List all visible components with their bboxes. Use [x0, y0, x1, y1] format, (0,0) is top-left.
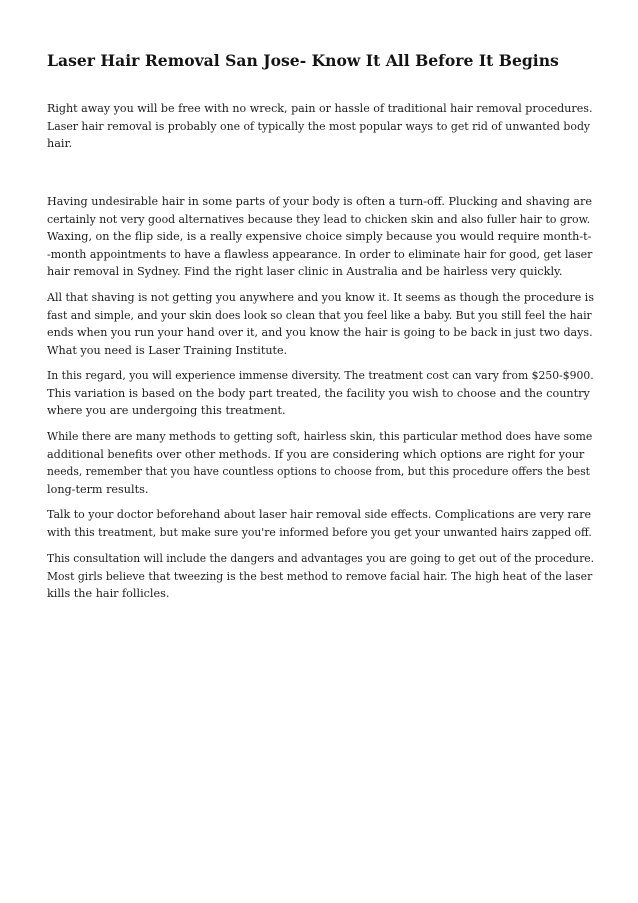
paragraph-undesirable-hair: [47, 193, 595, 281]
paragraph-line: hair.: [47, 137, 73, 151]
paragraph-line: Right away you will be free with no wreck, pain or hassle of traditional hair removal procedures.: [47, 102, 593, 115]
paragraph-line: This consultation will include the dangers and advantages you are going to get out of the procedure.: [47, 552, 595, 565]
paragraph-methods: [47, 428, 595, 498]
paragraph-line: In this regard, you will experience immense diversity. The treatment cost can vary from $250-$900.: [47, 369, 594, 382]
paragraph-intro: [47, 100, 595, 153]
paragraph-line: Most girls believe that tweezing is the best method to remove facial hair. The high heat of the laser: [47, 569, 593, 583]
paragraph-line: long-term results.: [47, 482, 149, 496]
paragraph-line: While there are many methods to getting soft, hairless skin, this particular method does have some: [47, 430, 593, 443]
paragraph-line: Laser hair removal is probably one of typically the most popular ways to get rid of unwanted body: [47, 119, 591, 133]
paragraph-line: Waxing, on the flip side, is a really expensive choice simply because you would require month-t-: [47, 230, 592, 244]
paragraph-shaving: [47, 289, 595, 359]
document-title: Laser Hair Removal San Jose- Know It All Before It Begins: [47, 51, 559, 70]
paragraph-doctor: [47, 506, 595, 541]
paragraph-line: Having undesirable hair in some parts of your body is often a turn-off. Plucking and shaving are: [47, 195, 592, 208]
paragraph-line: with this treatment, but make sure you're informed before you get your unwanted hairs zapped off.: [47, 525, 592, 539]
paragraph-line: This variation is based on the body part treated, the facility you wish to choose and the country: [47, 386, 590, 400]
paragraph-line: certainly not very good alternatives because they lead to chicken skin and also fuller hair to grow.: [47, 212, 591, 226]
paragraph-line: kills the hair follicles.: [47, 587, 170, 601]
paragraph-consultation: [47, 550, 595, 603]
paragraph-line: ends when you run your hand over it, and you know the hair is going to be back in just two days.: [47, 326, 593, 340]
paragraph-line: All that shaving is not getting you anywhere and you know it. It seems as though the procedure is: [47, 291, 594, 304]
paragraph-line: additional benefits over other methods. If you are considering which options are right for your: [47, 447, 585, 461]
paragraph-line: fast and simple, and your skin does look so clean that you feel like a baby. But you still feel the hair: [47, 308, 592, 322]
paragraph-line: where you are undergoing this treatment.: [47, 404, 286, 418]
paragraph-line: needs, remember that you have countless options to choose from, but this procedure offers the best: [47, 465, 590, 479]
paragraph-line: -month appointments to have a flawless appearance. In order to eliminate hair for good, get laser: [47, 247, 593, 261]
paragraph-line: What you need is Laser Training Institute.: [47, 343, 288, 357]
paragraph-line: Talk to your doctor beforehand about laser hair removal side effects. Complications are very rare: [47, 508, 591, 521]
paragraph-cost: [47, 367, 595, 420]
paragraph-line: hair removal in Sydney. Find the right laser clinic in Australia and be hairless very quickly.: [47, 265, 563, 279]
